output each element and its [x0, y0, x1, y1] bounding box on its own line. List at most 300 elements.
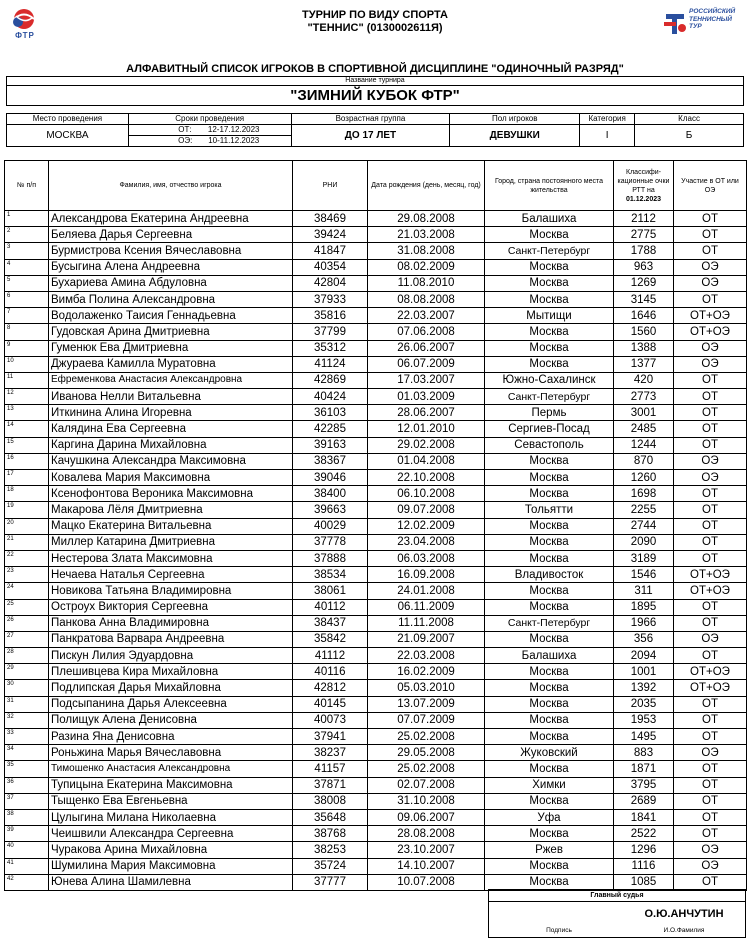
player-participation: ОТ [674, 518, 747, 534]
player-points: 1388 [614, 340, 674, 356]
table-row [5, 809, 747, 825]
player-participation: ОТ+ОЭ [674, 680, 747, 696]
table-row [5, 567, 747, 583]
row-number: 42 [5, 874, 49, 890]
table-row [5, 550, 747, 566]
player-dob: 16.09.2008 [368, 567, 485, 583]
table-row [5, 696, 747, 712]
player-points: 3189 [614, 550, 674, 566]
player-rni: 39046 [293, 470, 368, 486]
player-name: Пискун Лилия Эдуардовна [49, 648, 293, 664]
table-row [5, 453, 747, 469]
player-name: Тыщенко Ева Евгеньевна [49, 793, 293, 809]
player-name: Калядина Ева Сергеевна [49, 421, 293, 437]
tournament-info-table [6, 113, 744, 147]
player-city: Москва [485, 453, 614, 469]
player-rni: 35724 [293, 858, 368, 874]
table-row [5, 486, 747, 502]
player-participation: ОТ [674, 874, 747, 890]
row-number: 23 [5, 567, 49, 583]
table-row [5, 291, 747, 307]
age-value: ДО 17 ЛЕТ [291, 125, 450, 147]
player-rni: 37888 [293, 550, 368, 566]
player-city: Москва [485, 874, 614, 890]
player-name: Гуменюк Ева Дмитриевна [49, 340, 293, 356]
table-row [5, 389, 747, 405]
rtt-logo-line-3: ТУР [689, 23, 702, 30]
player-dob: 25.02.2008 [368, 729, 485, 745]
player-city: Москва [485, 291, 614, 307]
player-dob: 06.07.2009 [368, 356, 485, 372]
player-rni: 41112 [293, 648, 368, 664]
player-rni: 38534 [293, 567, 368, 583]
header-num: № п/п [5, 161, 49, 211]
player-city: Москва [485, 518, 614, 534]
player-points: 1392 [614, 680, 674, 696]
row-number: 36 [5, 777, 49, 793]
player-participation: ОТ [674, 437, 747, 453]
player-participation: ОТ [674, 761, 747, 777]
player-name: Александрова Екатерина Андреевна [49, 211, 293, 227]
player-rni: 38768 [293, 826, 368, 842]
row-number: 33 [5, 729, 49, 745]
player-dob: 13.07.2009 [368, 696, 485, 712]
player-participation: ОТ [674, 211, 747, 227]
player-points: 1085 [614, 874, 674, 890]
player-name: Панкратова Варвара Андреевна [49, 631, 293, 647]
player-city: Пермь [485, 405, 614, 421]
player-rni: 40073 [293, 712, 368, 728]
player-name: Чеишвили Александра Сергеевна [49, 826, 293, 842]
header-name: Фамилия, имя, отчество игрока [49, 161, 293, 211]
player-name: Иткинина Алина Игоревна [49, 405, 293, 421]
player-participation: ОТ [674, 372, 747, 388]
player-city: Южно-Сахалинск [485, 372, 614, 388]
player-rni: 38437 [293, 615, 368, 631]
player-name: Плешивцева Кира Михайловна [49, 664, 293, 680]
player-city: Москва [485, 534, 614, 550]
player-name: Шумилина Мария Максимовна [49, 858, 293, 874]
player-participation: ОТ [674, 793, 747, 809]
table-row [5, 405, 747, 421]
player-city: Москва [485, 356, 614, 372]
player-name: Бусыгина Алена Андреевна [49, 259, 293, 275]
player-dob: 16.02.2009 [368, 664, 485, 680]
player-city: Москва [485, 324, 614, 340]
player-participation: ОТ [674, 696, 747, 712]
player-name: Ксенофонтова Вероника Максимовна [49, 486, 293, 502]
player-participation: ОТ [674, 729, 747, 745]
row-number: 5 [5, 275, 49, 291]
player-city: Москва [485, 340, 614, 356]
row-number: 34 [5, 745, 49, 761]
table-row [5, 308, 747, 324]
player-dob: 06.03.2008 [368, 550, 485, 566]
player-rni: 42285 [293, 421, 368, 437]
player-rni: 39163 [293, 437, 368, 453]
player-name: Ефременкова Анастасия Александровна [49, 372, 293, 388]
player-points: 1966 [614, 615, 674, 631]
player-rni: 38061 [293, 583, 368, 599]
player-name: Цулыгина Милана Николаевна [49, 809, 293, 825]
row-number: 28 [5, 648, 49, 664]
player-points: 3001 [614, 405, 674, 421]
player-city: Москва [485, 761, 614, 777]
player-participation: ОТ [674, 405, 747, 421]
player-points: 3145 [614, 291, 674, 307]
table-row [5, 793, 747, 809]
player-rni: 35842 [293, 631, 368, 647]
player-city: Мытищи [485, 308, 614, 324]
player-name: Подсыпанина Дарья Алексеевна [49, 696, 293, 712]
rtt-logo-text [689, 8, 735, 31]
player-dob: 28.06.2007 [368, 405, 485, 421]
player-rni: 41847 [293, 243, 368, 259]
player-city: Москва [485, 275, 614, 291]
player-points: 2775 [614, 227, 674, 243]
player-participation: ОТ [674, 826, 747, 842]
player-city: Санкт-Петербург [485, 615, 614, 631]
header-city: Город, страна постоянного места жительства [485, 161, 614, 211]
row-number: 10 [5, 356, 49, 372]
row-number: 3 [5, 243, 49, 259]
dates-header: Сроки проведения [128, 114, 291, 125]
player-participation: ОЭ [674, 631, 747, 647]
player-name: Тупицына Екатерина Максимовна [49, 777, 293, 793]
venue-value: МОСКВА [7, 125, 129, 147]
row-number: 4 [5, 259, 49, 275]
player-participation: ОТ [674, 615, 747, 631]
player-name: Новикова Татьяна Владимировна [49, 583, 293, 599]
player-name: Бурмистрова Ксения Вячеславовна [49, 243, 293, 259]
player-participation: ОЭ [674, 858, 747, 874]
row-number: 25 [5, 599, 49, 615]
table-row [5, 858, 747, 874]
player-participation: ОТ [674, 648, 747, 664]
player-dob: 25.02.2008 [368, 761, 485, 777]
player-participation: ОТ [674, 486, 747, 502]
player-points: 2094 [614, 648, 674, 664]
player-rni: 37799 [293, 324, 368, 340]
player-name: Нестерова Злата Максимовна [49, 550, 293, 566]
player-name: Чуракова Арина Михайловна [49, 842, 293, 858]
table-row [5, 275, 747, 291]
player-dob: 07.06.2008 [368, 324, 485, 340]
player-dob: 22.03.2007 [368, 308, 485, 324]
row-number: 6 [5, 291, 49, 307]
player-dob: 10.07.2008 [368, 874, 485, 890]
player-participation: ОТ+ОЭ [674, 567, 747, 583]
player-rni: 40354 [293, 259, 368, 275]
player-points: 1698 [614, 486, 674, 502]
player-rni: 38253 [293, 842, 368, 858]
player-city: Москва [485, 486, 614, 502]
row-number: 40 [5, 842, 49, 858]
player-dob: 24.01.2008 [368, 583, 485, 599]
tournament-name: "ЗИМНИЙ КУБОК ФТР" [7, 86, 744, 106]
player-dob: 06.11.2009 [368, 599, 485, 615]
player-points: 1788 [614, 243, 674, 259]
player-rni: 42804 [293, 275, 368, 291]
player-rni: 37941 [293, 729, 368, 745]
table-row [5, 227, 747, 243]
player-city: Владивосток [485, 567, 614, 583]
player-dob: 05.03.2010 [368, 680, 485, 696]
player-rni: 35312 [293, 340, 368, 356]
player-participation: ОТ+ОЭ [674, 583, 747, 599]
player-participation: ОТ [674, 712, 747, 728]
player-city: Жуковский [485, 745, 614, 761]
tournament-name-box [6, 76, 744, 106]
table-row [5, 243, 747, 259]
player-dob: 31.08.2008 [368, 243, 485, 259]
player-points: 1560 [614, 324, 674, 340]
player-name: Разина Яна Денисовна [49, 729, 293, 745]
row-number: 18 [5, 486, 49, 502]
player-points: 2035 [614, 696, 674, 712]
player-city: Москва [485, 696, 614, 712]
rtt-logo-line-1: РОССИЙСКИЙ [689, 8, 736, 15]
player-points: 1116 [614, 858, 674, 874]
table-row [5, 631, 747, 647]
row-number: 21 [5, 534, 49, 550]
player-rni: 37933 [293, 291, 368, 307]
player-dob: 07.07.2009 [368, 712, 485, 728]
player-dob: 31.10.2008 [368, 793, 485, 809]
player-city: Тольятти [485, 502, 614, 518]
player-points: 1377 [614, 356, 674, 372]
player-name: Каргина Дарина Михайловна [49, 437, 293, 453]
player-participation: ОТ [674, 502, 747, 518]
row-number: 32 [5, 712, 49, 728]
row-number: 29 [5, 664, 49, 680]
row-number: 27 [5, 631, 49, 647]
player-dob: 08.02.2009 [368, 259, 485, 275]
table-row [5, 826, 747, 842]
player-participation: ОТ [674, 227, 747, 243]
player-name: Беляева Дарья Сергеевна [49, 227, 293, 243]
player-participation: ОЭ [674, 356, 747, 372]
player-rni: 42869 [293, 372, 368, 388]
player-participation: ОЭ [674, 275, 747, 291]
player-dob: 29.05.2008 [368, 745, 485, 761]
player-name: Бухариева Амина Абдуловна [49, 275, 293, 291]
table-row [5, 211, 747, 227]
row-number: 39 [5, 826, 49, 842]
player-city: Сергиев-Посад [485, 421, 614, 437]
ftr-logo-text: ФТР [15, 31, 35, 40]
player-city: Москва [485, 664, 614, 680]
rtt-logo [662, 8, 746, 38]
player-dob: 21.09.2007 [368, 631, 485, 647]
player-points: 3795 [614, 777, 674, 793]
table-row [5, 777, 747, 793]
player-dob: 08.08.2008 [368, 291, 485, 307]
player-points: 870 [614, 453, 674, 469]
player-dob: 29.08.2008 [368, 211, 485, 227]
player-name: Юнева Алина Шамилевна [49, 874, 293, 890]
player-points: 1260 [614, 470, 674, 486]
player-dob: 21.03.2008 [368, 227, 485, 243]
player-points: 2112 [614, 211, 674, 227]
ot-dates-value: 12-17.12.2023 [207, 125, 260, 134]
player-points: 1841 [614, 809, 674, 825]
player-rni: 35648 [293, 809, 368, 825]
player-points: 1269 [614, 275, 674, 291]
table-row [5, 745, 747, 761]
player-dob: 22.10.2008 [368, 470, 485, 486]
header-rni: РНИ [293, 161, 368, 211]
player-name: Тимошенко Анастасия Александровна [49, 761, 293, 777]
player-name: Вимба Полина Александровна [49, 291, 293, 307]
player-name: Панкова Анна Владимировна [49, 615, 293, 631]
player-city: Химки [485, 777, 614, 793]
player-points: 2255 [614, 502, 674, 518]
player-points: 2773 [614, 389, 674, 405]
row-number: 16 [5, 453, 49, 469]
table-row [5, 761, 747, 777]
row-number: 30 [5, 680, 49, 696]
player-participation: ОЭ [674, 453, 747, 469]
rtt-logo-line-2: ТЕННИСНЫЙ [689, 15, 732, 23]
document-subtitle: АЛФАВИТНЫЙ СПИСОК ИГРОКОВ В СПОРТИВНОЙ ДИСЦИПЛИНЕ "ОДИНОЧНЫЙ РАЗРЯД" [126, 63, 624, 75]
player-rni: 39424 [293, 227, 368, 243]
player-dob: 12.01.2010 [368, 421, 485, 437]
ot-dates [128, 125, 291, 136]
chief-judge-name: О.Ю.АНЧУТИН [644, 908, 724, 920]
player-points: 1646 [614, 308, 674, 324]
player-participation: ОТ [674, 777, 747, 793]
player-points: 1871 [614, 761, 674, 777]
player-city: Ржев [485, 842, 614, 858]
title-line-1: ТУРНИР ПО ВИДУ СПОРТА [302, 9, 448, 21]
player-rni: 40145 [293, 696, 368, 712]
row-number: 14 [5, 421, 49, 437]
row-number: 1 [5, 211, 49, 227]
player-city: Санкт-Петербург [485, 243, 614, 259]
player-rni: 41124 [293, 356, 368, 372]
player-points: 1244 [614, 437, 674, 453]
player-dob: 06.10.2008 [368, 486, 485, 502]
player-points: 963 [614, 259, 674, 275]
player-participation: ОТ [674, 534, 747, 550]
player-participation: ОТ+ОЭ [674, 324, 747, 340]
player-dob: 14.10.2007 [368, 858, 485, 874]
ot-label: ОТ: [178, 125, 192, 134]
player-points: 883 [614, 745, 674, 761]
player-city: Москва [485, 729, 614, 745]
category-value: I [580, 125, 635, 147]
judge-name-label: И.О.Фамилия [663, 927, 705, 934]
player-points: 1546 [614, 567, 674, 583]
player-city: Уфа [485, 809, 614, 825]
player-city: Балашиха [485, 648, 614, 664]
players-table-header [5, 161, 747, 211]
chief-judge-box [488, 889, 746, 938]
player-points: 1495 [614, 729, 674, 745]
player-points: 2744 [614, 518, 674, 534]
player-name: Качушкина Александра Максимовна [49, 453, 293, 469]
player-dob: 29.02.2008 [368, 437, 485, 453]
player-points: 311 [614, 583, 674, 599]
player-dob: 22.03.2008 [368, 648, 485, 664]
table-row [5, 583, 747, 599]
table-row [5, 259, 747, 275]
player-city: Москва [485, 793, 614, 809]
table-row [5, 729, 747, 745]
row-number: 37 [5, 793, 49, 809]
player-participation: ОЭ [674, 745, 747, 761]
class-header: Класс [635, 114, 744, 125]
category-header: Категория [580, 114, 635, 125]
players-table [4, 160, 747, 891]
table-row [5, 599, 747, 615]
player-points: 1001 [614, 664, 674, 680]
gender-header: Пол игроков [450, 114, 580, 125]
row-number: 31 [5, 696, 49, 712]
header-dob: Дата рождения (день, месяц, год) [368, 161, 485, 211]
row-number: 24 [5, 583, 49, 599]
table-row [5, 340, 747, 356]
player-dob: 01.04.2008 [368, 453, 485, 469]
row-number: 7 [5, 308, 49, 324]
table-row [5, 664, 747, 680]
player-points: 420 [614, 372, 674, 388]
player-points: 2689 [614, 793, 674, 809]
table-row [5, 712, 747, 728]
table-row [5, 680, 747, 696]
player-participation: ОТ [674, 291, 747, 307]
table-row [5, 842, 747, 858]
table-row [5, 534, 747, 550]
player-points: 1895 [614, 599, 674, 615]
player-dob: 09.07.2008 [368, 502, 485, 518]
table-row [5, 874, 747, 890]
row-number: 20 [5, 518, 49, 534]
player-name: Роньжина Марья Вячеславовна [49, 745, 293, 761]
player-points: 2522 [614, 826, 674, 842]
player-participation: ОТ [674, 243, 747, 259]
chief-judge-title: Главный судья [489, 890, 746, 902]
player-participation: ОЭ [674, 470, 747, 486]
row-number: 41 [5, 858, 49, 874]
player-city: Балашиха [485, 211, 614, 227]
player-rni: 38237 [293, 745, 368, 761]
player-rni: 40029 [293, 518, 368, 534]
player-rni: 36103 [293, 405, 368, 421]
oe-label: ОЭ: [178, 136, 193, 145]
player-dob: 11.08.2010 [368, 275, 485, 291]
player-participation: ОТ [674, 809, 747, 825]
player-city: Москва [485, 227, 614, 243]
row-number: 26 [5, 615, 49, 631]
player-participation: ОТ [674, 421, 747, 437]
header-points [614, 161, 674, 211]
row-number: 38 [5, 809, 49, 825]
player-rni: 40424 [293, 389, 368, 405]
player-points: 356 [614, 631, 674, 647]
player-points: 1296 [614, 842, 674, 858]
player-name: Нечаева Наталья Сергеевна [49, 567, 293, 583]
player-rni: 39663 [293, 502, 368, 518]
player-city: Москва [485, 631, 614, 647]
chief-judge-body [489, 902, 746, 938]
player-rni: 38367 [293, 453, 368, 469]
player-city: Москва [485, 712, 614, 728]
player-name: Ковалева Мария Максимовна [49, 470, 293, 486]
player-name: Мацко Екатерина Витальевна [49, 518, 293, 534]
player-points: 2485 [614, 421, 674, 437]
